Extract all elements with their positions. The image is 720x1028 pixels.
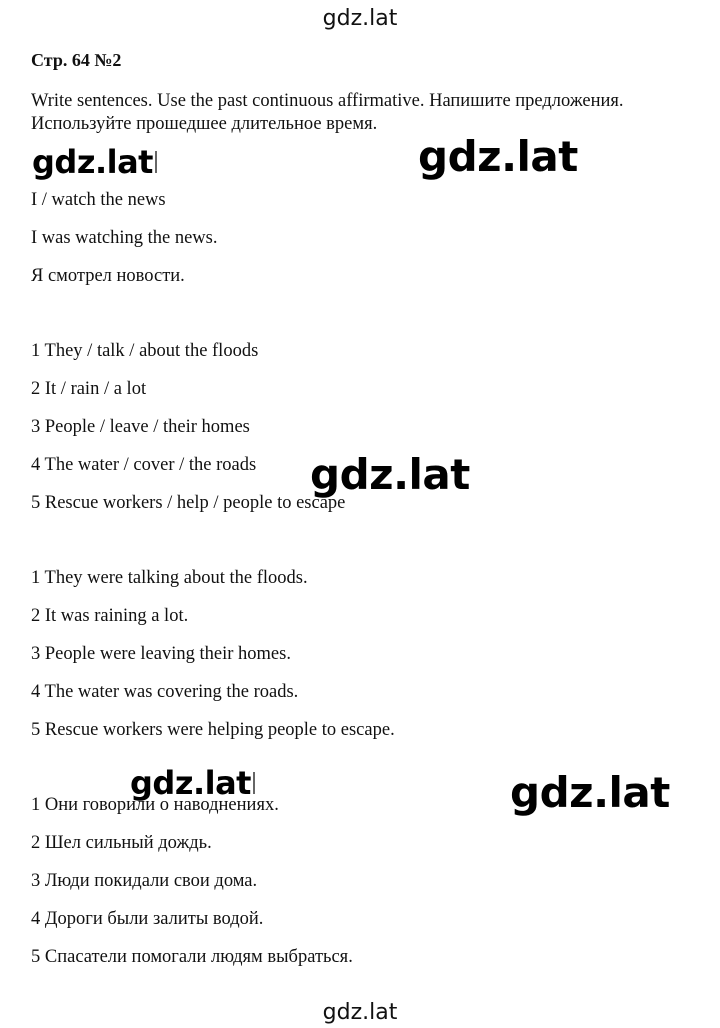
watermark: gdz.lat bbox=[130, 764, 255, 802]
prompt-item: 3 People / leave / their homes bbox=[31, 417, 250, 437]
prompt-item: 4 The water / cover / the roads bbox=[31, 455, 257, 475]
site-header[interactable]: gdz.lat bbox=[322, 6, 398, 31]
site-footer[interactable]: gdz.lat bbox=[322, 1000, 398, 1025]
translation-item: 3 Люди покидали свои дома. bbox=[31, 871, 258, 891]
answer-item: 5 Rescue workers were helping people to escape. bbox=[31, 720, 395, 740]
prompt-item: 2 It / rain / a lot bbox=[31, 379, 147, 399]
prompt-item: 1 They / talk / about the floods bbox=[31, 341, 259, 361]
watermark: gdz.lat bbox=[310, 450, 470, 499]
watermark: gdz.lat bbox=[32, 143, 157, 181]
answer-item: 4 The water was covering the roads. bbox=[31, 682, 299, 702]
watermark: gdz.lat bbox=[418, 132, 578, 181]
example-answer: I was watching the news. bbox=[31, 228, 218, 248]
answer-item: 3 People were leaving their homes. bbox=[31, 644, 291, 664]
page-heading: Стр. 64 №2 bbox=[31, 50, 122, 70]
prompt-item: 5 Rescue workers / help / people to escape bbox=[31, 493, 346, 513]
translation-item: 2 Шел сильный дождь. bbox=[31, 833, 212, 853]
example-translation: Я смотрел новости. bbox=[31, 266, 185, 286]
translation-item: 4 Дороги были залиты водой. bbox=[31, 909, 264, 929]
answer-item: 2 It was raining a lot. bbox=[31, 606, 189, 626]
translation-item: 5 Спасатели помогали людям выбраться. bbox=[31, 947, 353, 967]
watermark: gdz.lat bbox=[510, 768, 670, 817]
example-prompt: I / watch the news bbox=[31, 190, 166, 210]
task-instruction: Write sentences. Use the past continuous affirmative. Напишите предложения. Используйте прошедшее длительное время. bbox=[31, 91, 624, 134]
translation-item: 1 Они говорили о наводнениях. bbox=[31, 795, 279, 815]
answer-item: 1 They were talking about the floods. bbox=[31, 568, 308, 588]
